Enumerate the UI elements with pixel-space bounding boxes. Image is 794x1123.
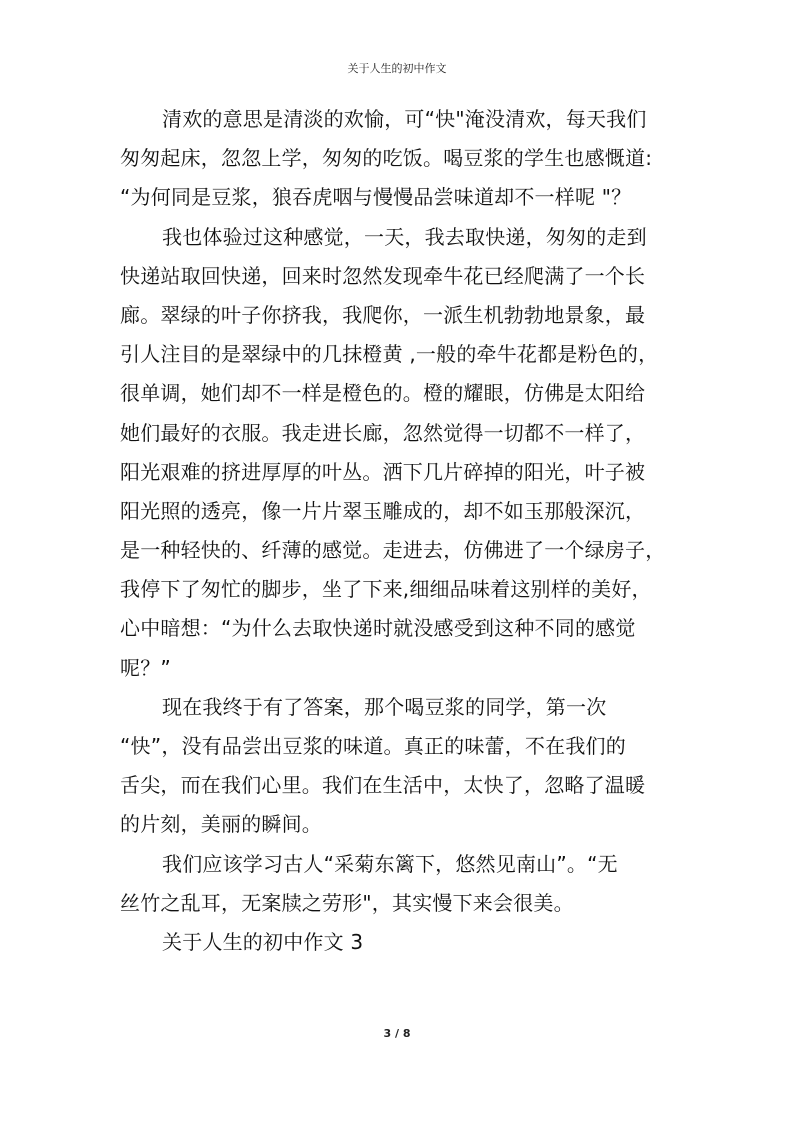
text-line: 廊。翠绿的叶子你挤我，我爬你，一派生机勃勃地景象，最	[120, 302, 646, 327]
text-line: 快递站取回快递，回来时忽然发现牵牛花已经爬满了一个长	[120, 263, 646, 288]
section-heading: 关于人生的初中作文 3	[162, 929, 364, 954]
page-header-title: 关于人生的初中作文	[347, 62, 447, 75]
text-line: 她们最好的衣服。我走进长廊，忽然觉得一切都不一样了，	[120, 420, 646, 445]
text-line: 很单调，她们却不一样是橙色的。橙的耀眼，仿佛是太阳给	[120, 381, 646, 406]
text-line: 引人注目的是翠绿中的几抹橙黄 ,一般的牵牛花都是粉色的，	[120, 342, 659, 367]
text-line: 阳光照的透亮，像一片片翠玉雕成的，却不如玉那般深沉，	[120, 498, 646, 523]
text-line: “快”，没有品尝出豆浆的味道。真正的味蕾，不在我们的	[120, 734, 626, 758]
text-line: 的片刻，美丽的瞬间。	[120, 812, 322, 837]
text-line: 舌尖，而在我们心里。我们在生活中，太快了，忽略了温暖	[120, 773, 646, 798]
text-line: 是一种轻快的、纤薄的感觉。走进去，仿佛进了一个绿房子，	[120, 538, 666, 563]
text-line: 现在我终于有了答案，那个喝豆浆的同学，第一次	[162, 694, 607, 719]
text-line: 我停下了匆忙的脚步，坐了下来,细细品味着这别样的美好，	[120, 577, 652, 602]
text-line: 我也体验过这种感觉，一天，我去取快递，匆匆的走到	[162, 224, 647, 249]
text-line: 心中暗想：“为什么去取快递时就没感受到这种不同的感觉	[120, 616, 636, 641]
text-line: 呢？”	[120, 655, 171, 680]
text-line: 清欢的意思是清淡的欢愉，可“快"淹没清欢，每天我们	[162, 107, 647, 131]
text-line: 阳光艰难的挤进厚厚的叶丛。洒下几片碎掉的阳光，叶子被	[120, 459, 646, 484]
page-number: 3 / 8	[383, 1027, 411, 1040]
text-line: “为何同是豆浆，狼吞虎咽与慢慢品尝味道却不一样呢 "？	[120, 185, 632, 210]
text-line: 我们应该学习古人“采菊东篱下，悠然见南山”。“无	[162, 851, 618, 876]
text-line: 匆匆起床，忽忽上学，匆匆的吃饭。喝豆浆的学生也感慨道:	[120, 146, 653, 171]
text-line: 丝竹之乱耳，无案牍之劳形"，其实慢下来会很美。	[120, 890, 574, 915]
essay-body	[120, 100, 700, 962]
